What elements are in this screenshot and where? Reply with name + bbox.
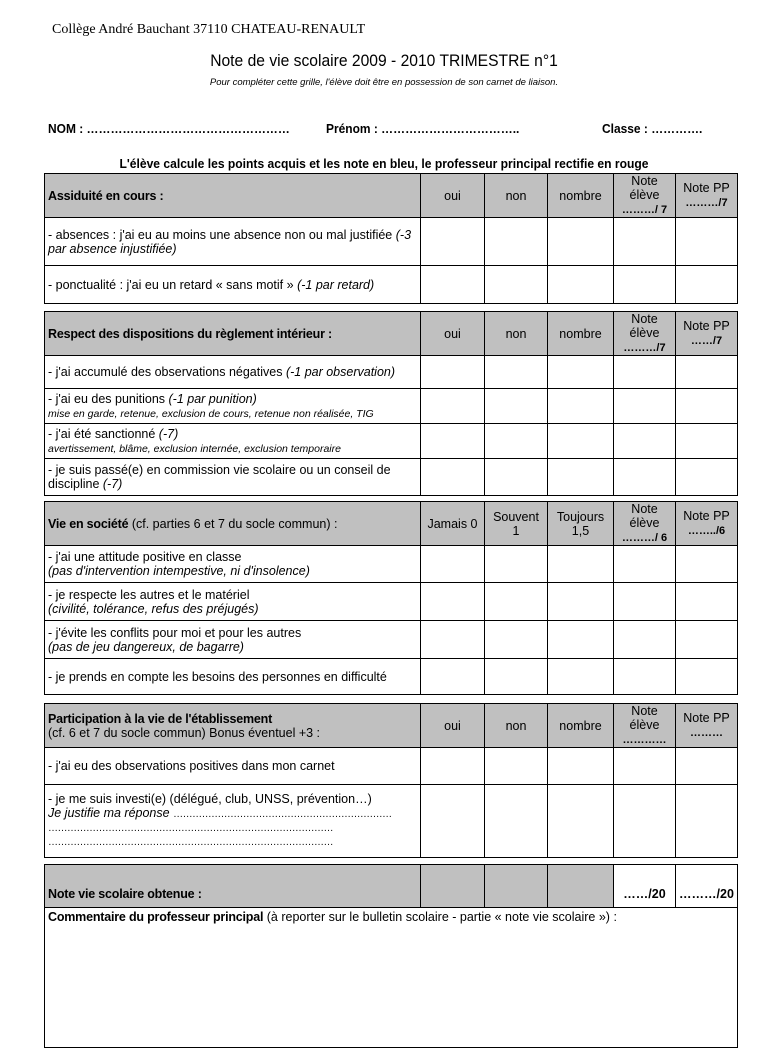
cell-jamais[interactable] — [421, 621, 485, 659]
note-eleve-header: Note élève ………/ 7 — [614, 174, 676, 218]
justify-line[interactable]: ……………………………………………………………………………… — [48, 837, 333, 848]
societe-title: Vie en société (cf. parties 6 et 7 du socle commun) : — [45, 502, 421, 546]
cell-note-pp[interactable] — [676, 659, 738, 695]
prenom-field[interactable]: Prénom : …………………………….. — [326, 121, 520, 136]
note-eleve-header: Note élève ………… — [614, 704, 676, 748]
note-pp-header: Note PP ……/7 — [676, 312, 738, 356]
cell-non[interactable] — [485, 218, 548, 266]
cell-toujours[interactable] — [548, 546, 614, 583]
nom-field[interactable]: NOM : …………………………………………… — [48, 121, 290, 136]
cell-non[interactable] — [485, 785, 548, 858]
cell-note-eleve[interactable] — [614, 218, 676, 266]
page-title: Note de vie scolaire 2009 - 2010 TRIMESTRE n°1 — [210, 51, 558, 70]
page-subtitle: Pour compléter cette grille, l'élève doit être en possession de son carnet de liaison. — [209, 77, 559, 88]
note-pp-header: Note PP ………/7 — [676, 174, 738, 218]
col-souvent: Souvent 1 — [485, 502, 548, 546]
cell-jamais[interactable] — [421, 583, 485, 621]
cell-souvent[interactable] — [485, 621, 548, 659]
cell-nombre[interactable] — [548, 218, 614, 266]
table-row — [45, 546, 738, 583]
col-nombre: nombre — [548, 174, 614, 218]
cell-non[interactable] — [485, 459, 548, 496]
col-non: non — [485, 312, 548, 356]
justify-line[interactable]: ……………………………………………………………………………… — [48, 823, 333, 834]
cell-note-eleve[interactable] — [614, 424, 676, 459]
cell-note-pp[interactable] — [676, 546, 738, 583]
cell-oui[interactable] — [421, 356, 485, 389]
respect-table — [44, 311, 738, 496]
justify-line[interactable]: …………………………………………………………… — [173, 809, 392, 820]
note-pp-header: Note PP ……… — [676, 704, 738, 748]
cell-note-pp[interactable] — [676, 785, 738, 858]
table-row — [45, 424, 738, 459]
cell-nombre[interactable] — [548, 424, 614, 459]
cell-note-eleve[interactable] — [614, 583, 676, 621]
cell-nombre[interactable] — [548, 389, 614, 424]
assiduite-table — [44, 173, 738, 304]
cell-jamais[interactable] — [421, 659, 485, 695]
cell-souvent[interactable] — [485, 546, 548, 583]
cell-oui[interactable] — [421, 266, 485, 304]
final-cell — [548, 865, 614, 908]
col-non: non — [485, 174, 548, 218]
cell-note-pp[interactable] — [676, 266, 738, 304]
note-eleve-header: Note élève ………/ 6 — [614, 502, 676, 546]
row-label: - j'évite les conflits pour moi et pour les autres (pas de jeu dangereux, de bagarre) — [45, 621, 421, 659]
final-note-label: Note vie scolaire obtenue : — [45, 865, 421, 908]
cell-non[interactable] — [485, 266, 548, 304]
instruction-text: L'élève calcule les points acquis et les note en bleu, le professeur principal rectifie en rouge — [119, 156, 649, 171]
row-label: - je respecte les autres et le matériel (civilité, tolérance, refus des préjugés) — [45, 583, 421, 621]
row-label: - j'ai une attitude positive en classe (pas d'intervention intempestive, ni d'insolence) — [45, 546, 421, 583]
cell-nombre[interactable] — [548, 356, 614, 389]
cell-note-pp[interactable] — [676, 389, 738, 424]
row-label: - j'ai accumulé des observations négatives (-1 par observation) — [45, 356, 421, 389]
col-oui: oui — [421, 174, 485, 218]
cell-non[interactable] — [485, 748, 548, 785]
cell-nombre[interactable] — [548, 459, 614, 496]
cell-nombre[interactable] — [548, 266, 614, 304]
cell-note-eleve[interactable] — [614, 621, 676, 659]
cell-oui[interactable] — [421, 785, 485, 858]
row-label: - je me suis investi(e) (délégué, club, UNSS, prévention…) Je justifie ma réponse …………………………………………………………… ……………………………………………………………………………… ……………………………………………………………………………… — [45, 785, 421, 858]
table-row — [45, 266, 738, 304]
cell-note-pp[interactable] — [676, 218, 738, 266]
table-row — [45, 748, 738, 785]
table-row — [45, 659, 738, 695]
row-label: - ponctualité : j'ai eu un retard « sans motif » (-1 par retard) — [45, 266, 421, 304]
cell-note-pp[interactable] — [676, 356, 738, 389]
row-label: - je prends en compte les besoins des personnes en difficulté — [45, 659, 421, 695]
cell-souvent[interactable] — [485, 583, 548, 621]
comment-box[interactable]: Commentaire du professeur principal (à reporter sur le bulletin scolaire - partie « note vie scolaire ») : — [45, 908, 738, 1048]
school-name: Collège André Bauchant 37110 CHATEAU-RENAULT — [52, 22, 366, 37]
cell-note-eleve[interactable] — [614, 389, 676, 424]
respect-title: Respect des dispositions du règlement intérieur : — [45, 312, 421, 356]
table-row — [45, 459, 738, 496]
col-oui: oui — [421, 312, 485, 356]
cell-note-eleve[interactable] — [614, 459, 676, 496]
row-label: - je suis passé(e) en commission vie scolaire ou un conseil de discipline (-7) — [45, 459, 421, 496]
cell-nombre[interactable] — [548, 748, 614, 785]
col-toujours: Toujours 1,5 — [548, 502, 614, 546]
cell-note-pp[interactable] — [676, 459, 738, 496]
final-note-eleve[interactable]: ……/20 — [614, 865, 676, 908]
table-row — [45, 583, 738, 621]
cell-oui[interactable] — [421, 459, 485, 496]
cell-note-eleve[interactable] — [614, 356, 676, 389]
classe-field[interactable]: Classe : …………. — [602, 121, 703, 136]
cell-oui[interactable] — [421, 748, 485, 785]
cell-non[interactable] — [485, 424, 548, 459]
table-row — [45, 621, 738, 659]
cell-nombre[interactable] — [548, 785, 614, 858]
row-label: - j'ai été sanctionné (-7) avertissement, blâme, exclusion internée, exclusion temporaire — [45, 424, 421, 459]
comment-row — [45, 908, 738, 1048]
cell-toujours[interactable] — [548, 659, 614, 695]
participation-table — [44, 703, 738, 858]
cell-note-pp[interactable] — [676, 748, 738, 785]
cell-oui[interactable] — [421, 218, 485, 266]
cell-toujours[interactable] — [548, 583, 614, 621]
cell-oui[interactable] — [421, 389, 485, 424]
participation-title: Participation à la vie de l'établissement (cf. 6 et 7 du socle commun) Bonus éventuel +3 : — [45, 704, 421, 748]
cell-note-pp[interactable] — [676, 583, 738, 621]
col-jamais: Jamais 0 — [421, 502, 485, 546]
final-table — [44, 864, 738, 1048]
table-row — [45, 785, 738, 858]
cell-non[interactable] — [485, 389, 548, 424]
row-label: - j'ai eu des punitions (-1 par punition) mise en garde, retenue, exclusion de cours, retenue non réalisée, TIG — [45, 389, 421, 424]
final-cell — [421, 865, 485, 908]
cell-non[interactable] — [485, 356, 548, 389]
col-oui: oui — [421, 704, 485, 748]
table-row — [45, 356, 738, 389]
cell-note-eleve[interactable] — [614, 266, 676, 304]
row-label: - j'ai eu des observations positives dans mon carnet — [45, 748, 421, 785]
col-nombre: nombre — [548, 312, 614, 356]
cell-oui[interactable] — [421, 424, 485, 459]
table-row — [45, 218, 738, 266]
final-cell — [485, 865, 548, 908]
assiduite-title: Assiduité en cours : — [45, 174, 421, 218]
cell-note-eleve[interactable] — [614, 785, 676, 858]
cell-jamais[interactable] — [421, 546, 485, 583]
cell-note-eleve[interactable] — [614, 659, 676, 695]
cell-note-eleve[interactable] — [614, 546, 676, 583]
cell-note-pp[interactable] — [676, 621, 738, 659]
note-pp-header: Note PP ……../6 — [676, 502, 738, 546]
cell-souvent[interactable] — [485, 659, 548, 695]
societe-table — [44, 501, 738, 695]
table-row — [45, 389, 738, 424]
cell-note-eleve[interactable] — [614, 748, 676, 785]
final-note-pp[interactable]: ………/20 — [676, 865, 738, 908]
row-label: - absences : j'ai eu au moins une absence non ou mal justifiée (-3 par absence injustifiée) — [45, 218, 421, 266]
col-nombre: nombre — [548, 704, 614, 748]
col-non: non — [485, 704, 548, 748]
cell-toujours[interactable] — [548, 621, 614, 659]
note-eleve-header: Note élève ………/7 — [614, 312, 676, 356]
cell-note-pp[interactable] — [676, 424, 738, 459]
